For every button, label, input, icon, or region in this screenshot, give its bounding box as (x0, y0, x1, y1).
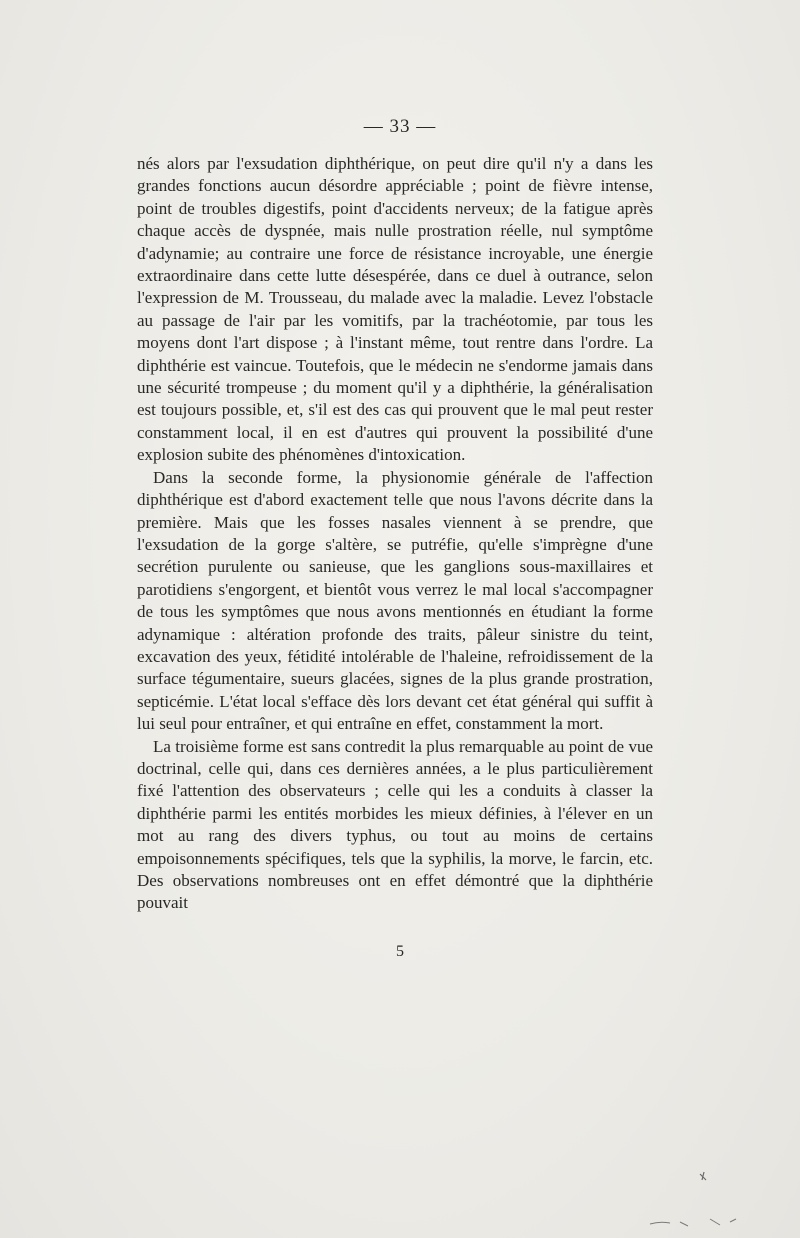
paragraph-second-form: Dans la seconde forme, la physionomie générale de l'affection diphthérique est d'abord exactement telle que nous l'avons décrite dans la première. Mais que les fosses nasales viennent à se prendre, que l'exsudation de la gorge s'altère, se putréfie, qu'elle s'imprègne d'une secrétion purulente ou sanieuse, que les ganglions sous-maxillaires et parotidiens s'engorgent, et bientôt vous verrez le mal local s'accompagner de tous les symptômes que nous avons mentionnés en étudiant la forme adynamique : altération profonde des traits, pâleur sinistre du teint, excavation des yeux, fétidité intolérable de l'haleine, refroidissement de la surface tégumentaire, sueurs glacées, signes de la plus grande prostration, septicémie. L'état local s'efface dès lors devant cet état général qui suffit à lui seul pour entraîner, et qui entraîne en effet, constamment la mort. (137, 467, 653, 734)
paper-specks-decoration (640, 1164, 760, 1234)
body-text (137, 153, 653, 915)
paragraph-third-form: La troisième forme est sans contredit la plus remarquable au point de vue doctrinal, celle qui, dans ces dernières années, a le plus particulièrement fixé l'attention des observateurs ; celle qui les a conduits à classer la diphthérie parmi les entités morbides les mieux définies, à l'élever en un mot au rang des divers typhus, ou tout au moins de certains empoisonnements spécifiques, tels que la syphilis, la morve, le farcin, etc. Des observations nombreuses ont en effet démontré que la diphthérie pouvait (137, 736, 653, 913)
page-number: — 33 — (363, 116, 437, 137)
signature-mark: 5 (396, 943, 404, 960)
paragraph-continued: nés alors par l'exsudation diphthérique, on peut dire qu'il n'y a dans les grandes fonctions aucun désordre appréciable ; point de fièvre intense, point de troubles digestifs, point d'accidents nerveux; de la fatigue après chaque accès de dyspnée, mais nulle prostration réelle, nul symptôme d'adynamie; au contraire une force de résistance incroyable, une énergie extraordinaire dans cette lutte désespérée, dans ce duel à outrance, selon l'expression de M. Trousseau, du malade avec la maladie. Levez l'obstacle au passage de l'air par les vomitifs, par la trachéotomie, par tous les moyens dont l'art dispose ; à l'instant même, tout rentre dans l'ordre. La diphthérie est vaincue. Toutefois, que le médecin ne s'endorme jamais dans une sécurité trompeuse ; du moment qu'il y a diphthérie, la généralisation est toujours possible, et, s'il est des cas qui prouvent que le mal peut rester constamment local, il en est d'autres qui prouvent la possibilité d'une explosion subite des phénomènes d'intoxication. (137, 154, 653, 465)
